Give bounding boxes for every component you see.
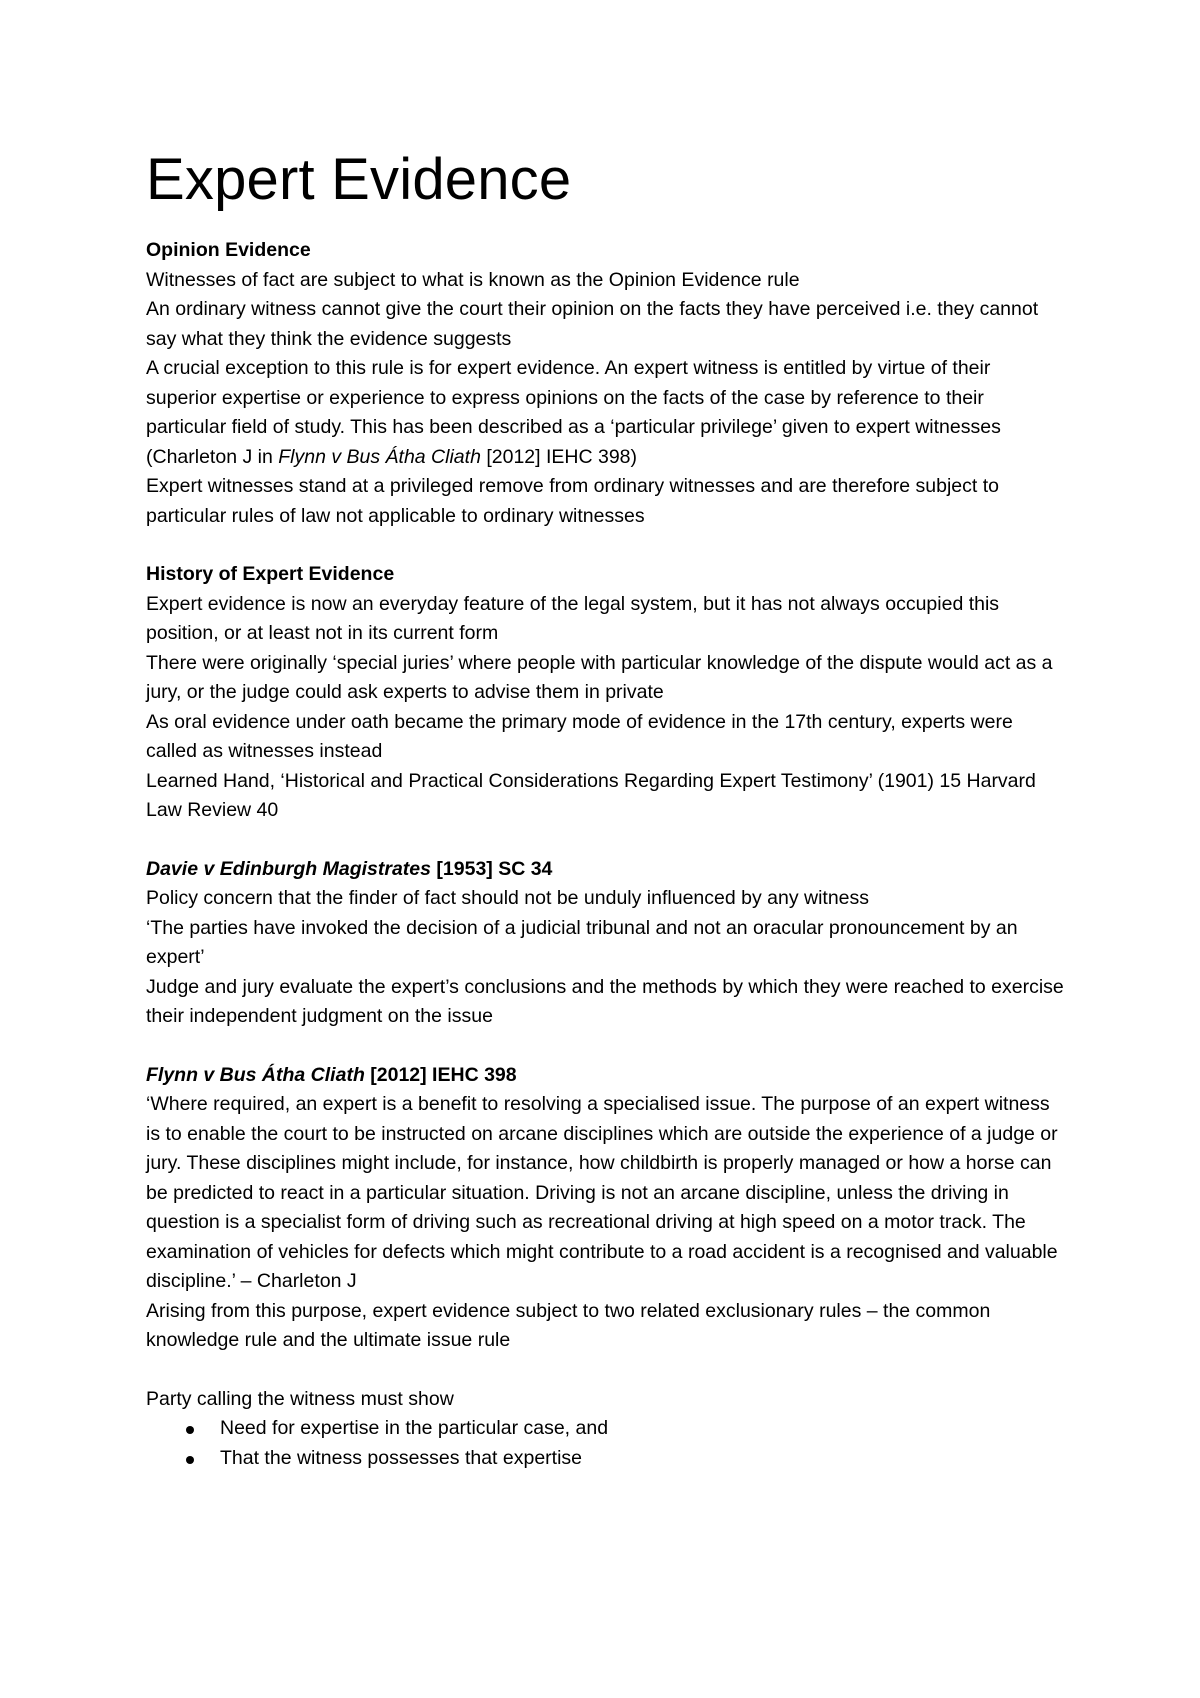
paragraph-with-case	[146, 354, 1066, 472]
section-flynn	[146, 1061, 1066, 1356]
bullet-item	[186, 1414, 1066, 1444]
quote-paragraph: ‘Where required, an expert is a benefit to resolving a specialised issue. The purpose of an expert witness is to enable the court to be instructed on arcane disciplines which are outside the experience of a judge or jury. These disciplines might include, for instance, how childbirth is properly managed or how a horse can be predicted to react in a particular situation. Driving is not an arcane discipline, unless the driving in question is a specialist form of driving such as recreational driving at high speed on a motor track. The examination of vehicles for defects which might contribute to a road accident is a recognised and valuable discipline.’ – Charleton J	[146, 1093, 1058, 1292]
paragraph: Witnesses of fact are subject to what is known as the Opinion Evidence rule	[146, 268, 800, 291]
bullet-list	[146, 1414, 1066, 1473]
case-name: Davie v Edinburgh Magistrates	[146, 857, 431, 880]
bullet-text: That the witness possesses that expertise	[220, 1446, 583, 1469]
paragraph: As oral evidence under oath became the primary mode of evidence in the 17th century, experts were called as witnesses instead	[146, 710, 1013, 762]
section-history	[146, 560, 1066, 826]
bullet-text: Need for expertise in the particular case, and	[220, 1417, 609, 1439]
case-citation: [1953] SC 34	[431, 857, 553, 880]
bullet-item	[186, 1444, 1066, 1474]
paragraph-text: A crucial exception to this rule is for expert evidence. An expert witness is entitled by virtue of their superior expertise or experience to express opinions on the facts of the case by reference to their particular field of study. This has been described as a ‘particular privilege’ given to expert witnesses (Charleton J in	[146, 357, 1001, 468]
case-citation: [2012] IEHC 398	[364, 1063, 517, 1086]
case-citation: [2012] IEHC 398)	[480, 445, 638, 468]
bullet-icon	[186, 1456, 194, 1464]
case-name: Flynn v Bus Átha Cliath	[278, 445, 481, 468]
document-title: Expert Evidence	[146, 147, 572, 212]
section-heading-davie	[146, 855, 1066, 885]
paragraph: There were originally ‘special juries’ where people with particular knowledge of the dispute would act as a jury, or the judge could ask experts to advise them in private	[146, 651, 1053, 703]
section-opinion-evidence	[146, 236, 1066, 531]
document-content	[146, 146, 1066, 1502]
section-heading-history: History of Expert Evidence	[146, 563, 395, 585]
paragraph: An ordinary witness cannot give the court their opinion on the facts they have perceived i.e. they cannot say what they think the evidence suggests	[146, 298, 1039, 350]
case-name: Flynn v Bus Átha Cliath	[146, 1063, 365, 1086]
paragraph: Arising from this purpose, expert evidence subject to two related exclusionary rules – the common knowledge rule and the ultimate issue rule	[146, 1299, 991, 1351]
bullet-icon	[186, 1426, 194, 1434]
paragraph: Expert witnesses stand at a privileged remove from ordinary witnesses and are therefore subject to particular rules of law not applicable to ordinary witnesses	[146, 475, 1000, 527]
section-party	[146, 1385, 1066, 1474]
paragraph: Policy concern that the finder of fact should not be unduly influenced by any witness	[146, 887, 870, 909]
paragraph: Learned Hand, ‘Historical and Practical Considerations Regarding Expert Testimony’ (1901) 15 Harvard Law Review 40	[146, 769, 1036, 821]
section-heading-flynn	[146, 1061, 1066, 1091]
paragraph: ‘The parties have invoked the decision of a judicial tribunal and not an oracular pronouncement by an expert’	[146, 916, 1018, 968]
paragraph: Party calling the witness must show	[146, 1387, 454, 1410]
section-davie	[146, 855, 1066, 1032]
section-heading-opinion-evidence: Opinion Evidence	[146, 239, 311, 261]
paragraph: Judge and jury evaluate the expert’s conclusions and the methods by which they were reached to exercise their independent judgment on the issue	[146, 975, 1064, 1027]
paragraph: Expert evidence is now an everyday feature of the legal system, but it has not always occupied this position, or at least not in its current form	[146, 592, 1000, 644]
